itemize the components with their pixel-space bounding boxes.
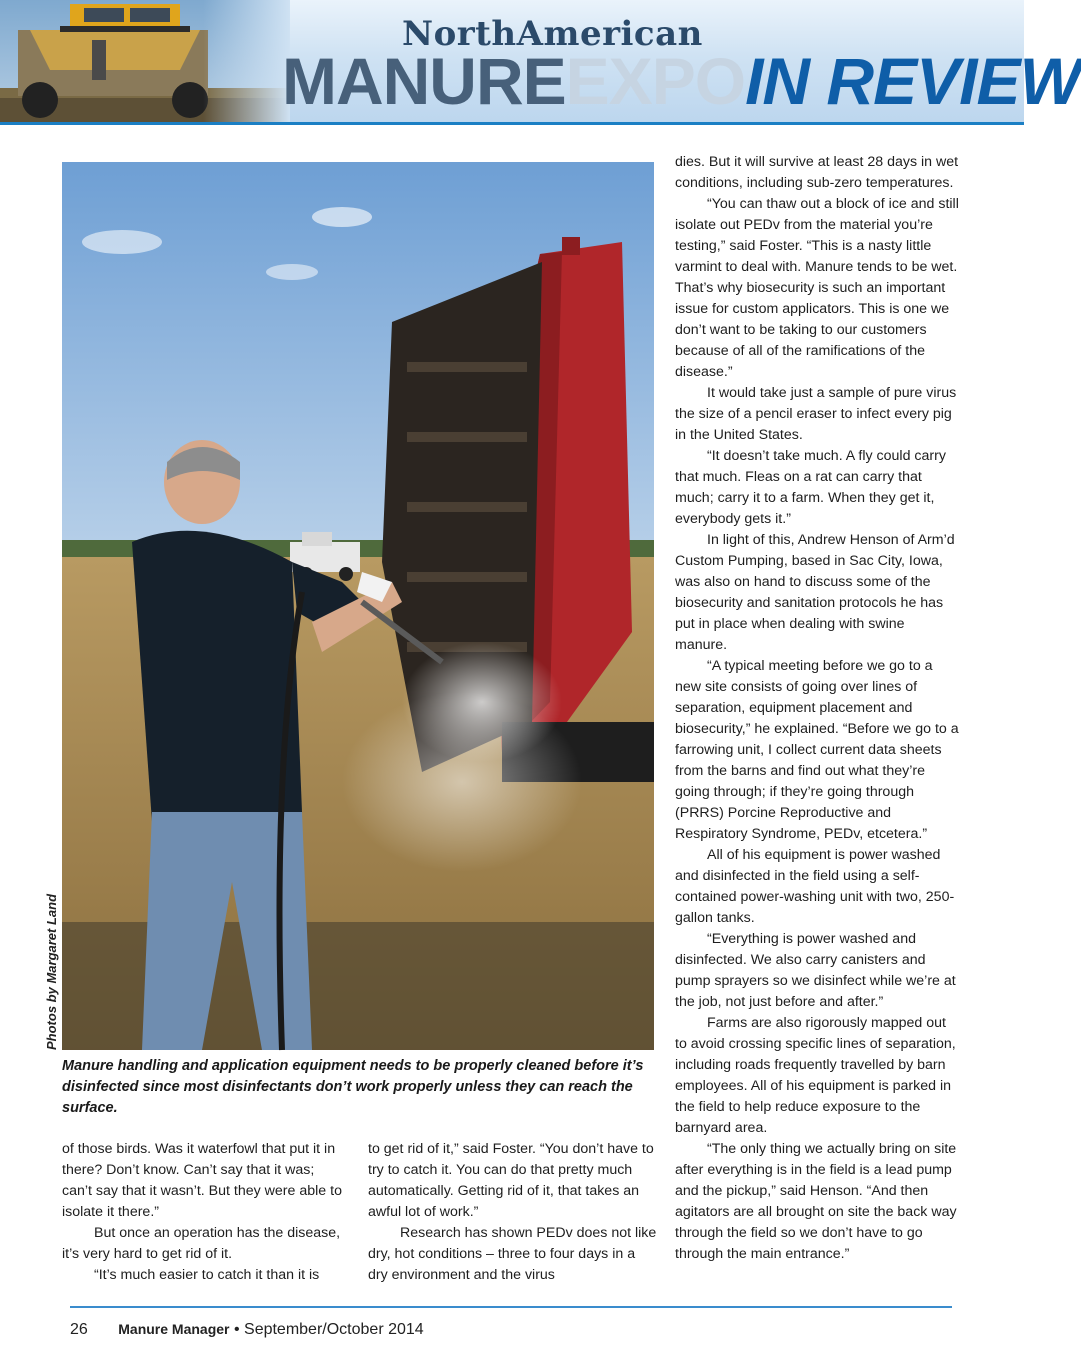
header-title-north-american: NorthAmerican xyxy=(402,14,703,54)
text-column-2 xyxy=(368,1139,658,1286)
header-title-expo: EXPO xyxy=(565,44,746,118)
paragraph: Farms are also rigorously mapped out to avoid crossing specific lines of separation, including roads frequently travelled by barn employees. All of his equipment is parked in the field to help reduce exposure to the barnyard area. xyxy=(675,1015,956,1136)
paragraph: “It’s much easier to catch it than it is xyxy=(94,1267,320,1283)
photo-credit-text: Photos by Margaret Land xyxy=(44,893,59,1050)
paragraph: “You can thaw out a block of ice and still isolate out PEDv from the material you’re testing,” said Foster. “This is a nasty little varmint to deal with. Manure tends to be wet. That’s why biosecurity is such an important issue for custom applicators. This is one we don’t want to be taking to our customers because of all of the ramifications of the disease.” xyxy=(675,196,959,380)
page-number: 26 xyxy=(70,1321,88,1338)
paragraph: “It doesn’t take much. A fly could carry that much. Fleas on a rat can carry that much; carry it to a farm. When they get it, everybody gets it.” xyxy=(675,448,946,527)
footer-separator: • xyxy=(233,1321,240,1338)
paragraph: “The only thing we actually bring on site after everything is in the field is a lead pump and the pickup,” said Henson. “And then agitators are all brought on site the back way through the field so we don’t have to go through the main entrance.” xyxy=(675,1141,957,1262)
magazine-name: Manure Manager xyxy=(118,1321,230,1337)
paragraph: In light of this, Andrew Henson of Arm’d Custom Pumping, based in Sac City, Iowa, was also on hand to discuss some of the biosecurity and sanitation protocols he has put in place when dealing with swine manure. xyxy=(675,532,955,653)
page-footer xyxy=(70,1321,424,1339)
text-column-1 xyxy=(62,1139,346,1286)
paragraph: of those birds. Was it waterfowl that put it in there? Don’t know. Can’t say that it was; can’t say that it wasn’t. But they were able to isolate it there.” xyxy=(62,1141,342,1220)
paragraph: But once an operation has the disease, it’s very hard to get rid of it. xyxy=(62,1225,341,1262)
header-title-in-review: IN REVIEW xyxy=(745,44,1081,118)
paragraph: dies. But it will survive at least 28 days in wet conditions, including sub-zero temperatures. xyxy=(675,154,959,191)
header-spreader-photo xyxy=(0,0,290,124)
header-title-main xyxy=(282,46,1081,116)
paragraph: to get rid of it,” said Foster. “You don’t have to try to catch it. You can do that pretty much automatically. Getting rid of it, that takes an awful lot of work.” xyxy=(368,1141,654,1220)
issue-date: September/October 2014 xyxy=(244,1321,424,1338)
paragraph: All of his equipment is power washed and disinfected in the field using a self-contained power-washing unit with two, 250-gallon tanks. xyxy=(675,847,955,926)
text-column-3 xyxy=(675,152,959,1265)
page-header xyxy=(0,0,1081,124)
footer-rule xyxy=(70,1306,952,1308)
power-washing-photo xyxy=(62,162,654,1050)
paragraph: Research has shown PEDv does not like dry, hot conditions – three to four days in a dry environment and the virus xyxy=(368,1225,657,1283)
header-rule xyxy=(0,122,1024,125)
paragraph: It would take just a sample of pure virus the size of a pencil eraser to infect every pig in the United States. xyxy=(675,385,957,443)
paragraph: “A typical meeting before we go to a new site consists of going over lines of separation, equipment placement and biosecurity,” he explained. “Before we go to a farrowing unit, I collect current data sheets from the barns and find out what they’re going through; if they’re going through (PRRS) Porcine Reproductive and Respiratory Syndrome, PEDv, etcetera.” xyxy=(675,658,959,842)
photo-caption: Manure handling and application equipment needs to be properly cleaned before it’s disinfected since most disinfectants don’t work properly unless they can reach the surface. xyxy=(62,1058,644,1116)
paragraph: “Everything is power washed and disinfected. We also carry canisters and pump sprayers so we disinfect while we’re at the job, not just before and after.” xyxy=(675,931,956,1010)
photo-credit xyxy=(44,874,60,1050)
header-title-manure: MANURE xyxy=(282,44,566,118)
